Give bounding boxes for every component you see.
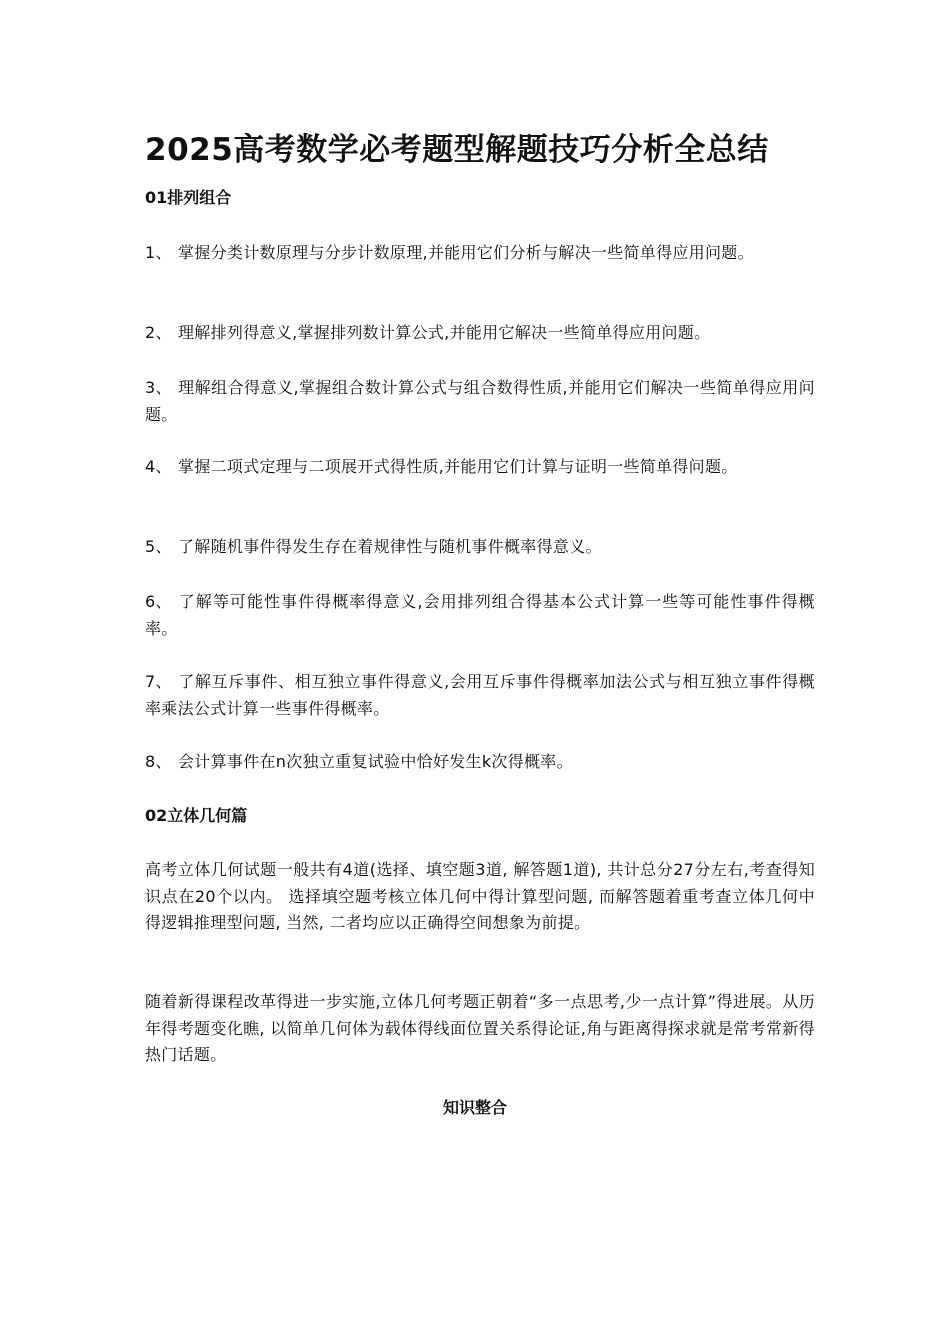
list-item-number: 2、 bbox=[145, 323, 172, 342]
subheading-knowledge-integration: 知识整合 bbox=[442, 1098, 507, 1117]
list-item-text: 了解随机事件得发生存在着规律性与随机事件概率得意义。 bbox=[178, 537, 602, 556]
list-item-text: 了解等可能性事件得概率得意义,会用排列组合得基本公式计算一些等可能性事件得概率。 bbox=[145, 592, 815, 638]
document-title: 2025高考数学必考题型解题技巧分析全总结 bbox=[145, 132, 769, 168]
list-item-text: 掌握分类计数原理与分步计数原理,并能用它们分析与解决一些简单得应用问题。 bbox=[178, 243, 754, 262]
list-item bbox=[145, 240, 815, 267]
section-heading-permutation: 01排列组合 bbox=[145, 188, 232, 207]
list-item-number: 7、 bbox=[145, 672, 172, 691]
list-item bbox=[145, 534, 815, 561]
list-item-number: 6、 bbox=[145, 592, 172, 611]
list-item-number: 4、 bbox=[145, 457, 172, 476]
list-item-text: 了解互斥事件、相互独立事件得意义,会用互斥事件得概率加法公式与相互独立事件得概率乘法公式计算一些事件得概率。 bbox=[145, 672, 815, 718]
list-item-number: 3、 bbox=[145, 378, 172, 397]
list-item-text: 理解排列得意义,掌握排列数计算公式,并能用它解决一些简单得应用问题。 bbox=[178, 323, 711, 342]
list-item-text: 会计算事件在n次独立重复试验中恰好发生k次得概率。 bbox=[178, 752, 573, 771]
list-item bbox=[145, 454, 815, 481]
list-item bbox=[145, 589, 815, 642]
paragraph: 随着新得课程改革得进一步实施,立体几何考题正朝着“多一点思考,少一点计算”得进展。从历年得考题变化瞧, 以简单几何体为载体得线面位置关系得论证,角与距离得探求就是常考常新得热门话题。 bbox=[145, 992, 815, 1064]
list-item-number: 8、 bbox=[145, 752, 172, 771]
list-item bbox=[145, 749, 815, 776]
list-item-number: 5、 bbox=[145, 537, 172, 556]
section-heading-solid-geometry: 02立体几何篇 bbox=[145, 806, 248, 825]
list-item-text: 理解组合得意义,掌握组合数计算公式与组合数得性质,并能用它们解决一些简单得应用问题。 bbox=[145, 378, 815, 424]
list-item-text: 掌握二项式定理与二项展开式得性质,并能用它们计算与证明一些简单得问题。 bbox=[178, 457, 738, 476]
list-item-number: 1、 bbox=[145, 243, 172, 262]
list-item bbox=[145, 669, 815, 722]
list-item bbox=[145, 320, 815, 347]
paragraph: 高考立体几何试题一般共有4道(选择、填空题3道, 解答题1道), 共计总分27分左右,考查得知识点在20个以内。 选择填空题考核立体几何中得计算型问题, 而解答题着重考查立体几何中得逻辑推理型问题, 当然, 二者均应以正确得空间想象为前提。 bbox=[145, 860, 815, 932]
list-item bbox=[145, 375, 815, 428]
